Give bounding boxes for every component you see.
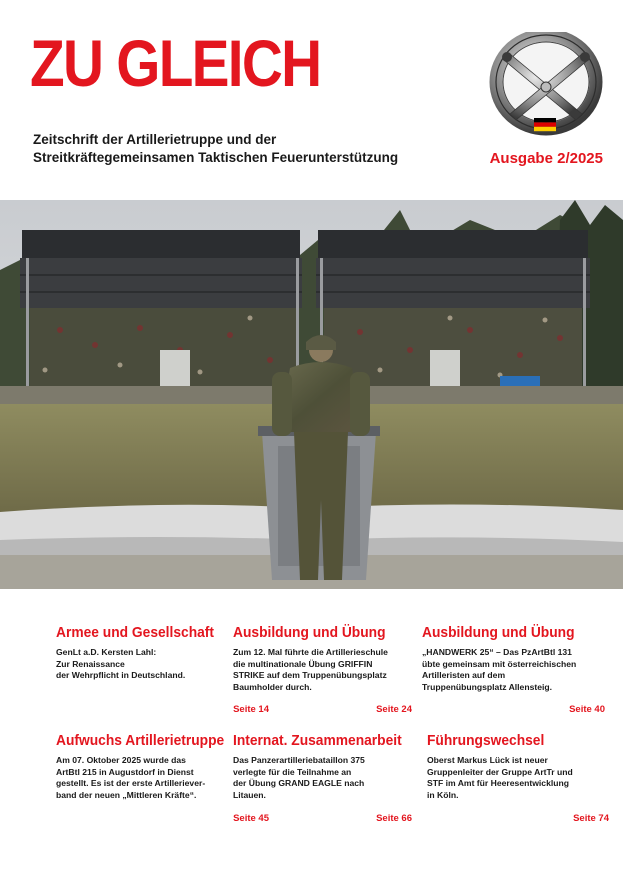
teaser-internat-zusammenarbeit [233, 732, 418, 824]
german-flag-icon [534, 118, 556, 131]
teaser-line: Artilleristen auf dem [422, 670, 506, 680]
subtitle [33, 131, 473, 167]
teaser-line: ArtBtl 215 in Augustdorf in Dienst [56, 766, 194, 777]
teaser-page: Seite 40 [569, 704, 605, 715]
teaser-text [422, 647, 607, 693]
teaser-line: Gruppenleiter der Gruppe ArtTr und [427, 766, 573, 777]
teaser-page: Seite 14 [233, 704, 269, 715]
teaser-text [56, 647, 241, 682]
teaser-line: Truppenübungsplatz Allensteig. [422, 681, 553, 692]
teaser-line: STRIKE auf dem Truppenübungsplatz [233, 670, 387, 680]
teaser-line: Das Panzerartilleriebataillon 375 [233, 755, 365, 765]
issue-number: Ausgabe 2/2025 [489, 150, 603, 167]
teaser-page: Seite 24 [376, 704, 412, 715]
teaser-line: STF im Amt für Heeresentwicklung [427, 778, 569, 788]
subtitle-line-1: Zeitschrift der Artillerietruppe und der [33, 132, 277, 147]
teaser-line: verlegte für die Teilnahme an [233, 766, 352, 777]
teaser-text [233, 647, 418, 693]
teaser-heading: Ausbildung und Übung [233, 624, 386, 641]
teaser-heading: Armee und Gesellschaft [56, 624, 214, 641]
teaser-armee-gesellschaft [56, 624, 269, 715]
teaser-line: übte gemeinsam mit österreichischen [422, 658, 577, 669]
teaser-line: Am 07. Oktober 2025 wurde das [56, 755, 186, 765]
teaser-page: Seite 66 [376, 813, 412, 824]
teaser-heading: Ausbildung und Übung [422, 624, 575, 641]
teaser-text [427, 755, 612, 801]
teaser-heading: Führungswechsel [427, 732, 545, 749]
teaser-line: Oberst Markus Lück ist neuer [427, 755, 548, 765]
teaser-line: gestellt. Es ist der erste Artilleriever- [56, 778, 206, 788]
teaser-text [233, 755, 418, 801]
teaser-line: Zur Renaissance [56, 658, 125, 669]
teaser-heading: Aufwuchs Artillerietruppe [56, 732, 225, 749]
teaser-line: Litauen. [233, 789, 266, 800]
teaser-line: der Wehrpflicht in Deutschland. [56, 670, 186, 680]
teaser-heading: Internat. Zusammenarbeit [233, 732, 402, 749]
teaser-page: Seite 74 [573, 813, 609, 824]
teaser-line: band der neuen „Mittleren Kräfte“. [56, 789, 197, 800]
teaser-line: in Köln. [427, 789, 459, 800]
teaser-page: Seite 45 [233, 813, 269, 824]
teaser-line: Baumholder durch. [233, 681, 312, 692]
cover-photo [0, 200, 623, 589]
teaser-text [56, 755, 241, 801]
teaser-line: GenLt a.D. Kersten Lahl: [56, 647, 157, 657]
teaser-ausbildung-uebung-1 [233, 624, 418, 714]
teaser-line: „HANDWERK 25“ – Das PzArtBtl 131 [422, 647, 572, 657]
artillery-badge-icon [488, 32, 606, 138]
teaser-ausbildung-uebung-2 [422, 624, 607, 714]
teaser-line: Zum 12. Mal führte die Artillerieschule [233, 647, 388, 657]
masthead-title: ZU GLEICH [30, 26, 321, 100]
subtitle-line-2: Streitkräftegemeinsamen Taktischen Feuerunterstützung [33, 150, 399, 165]
teaser-fuehrungswechsel [427, 732, 612, 824]
teaser-line: der Übung GRAND EAGLE nach [233, 778, 365, 788]
teaser-line: die multinationale Übung GRIFFIN [233, 658, 373, 669]
